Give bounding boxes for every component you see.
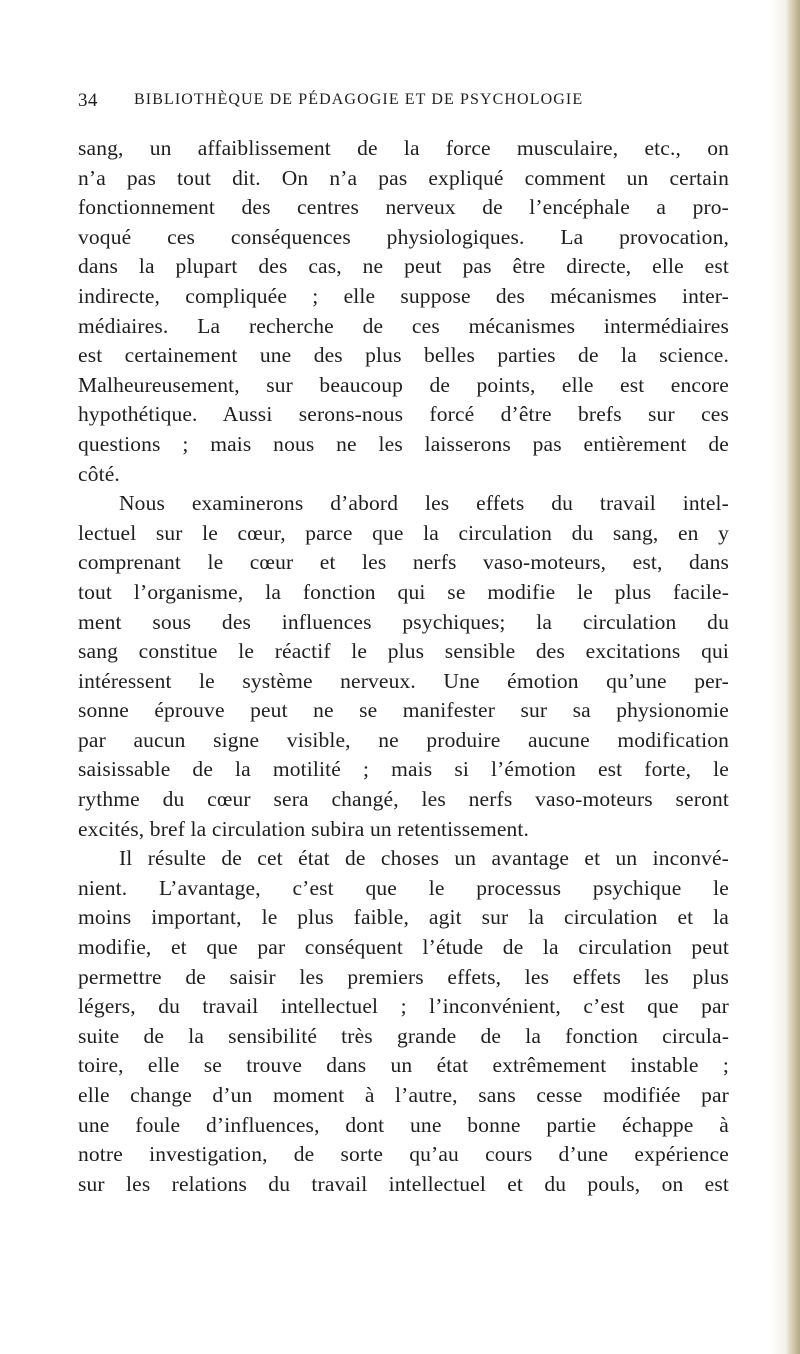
running-title: BIBLIOTHÈQUE DE PÉDAGOGIE ET DE PSYCHOLOGIE — [134, 91, 584, 108]
text-line: côté. — [78, 461, 120, 486]
page-edge-shadow — [786, 0, 800, 1354]
text-line: indirecte, compliquée ; elle suppose des mécanismes inter- — [78, 283, 729, 308]
text-line: intéressent le système nerveux. Une émotion qu’une per- — [78, 668, 729, 693]
body-text — [78, 134, 729, 1199]
text-line: nient. L’avantage, c’est que le processus psychique le — [78, 875, 729, 900]
text-line: modifie, et que par conséquent l’étude de la circulation peut — [78, 935, 729, 960]
text-line: tout l’organisme, la fonction qui se modifie le plus facile- — [78, 579, 729, 604]
page-number: 34 — [78, 90, 98, 111]
text-line: sang constitue le réactif le plus sensible des excitations qui — [78, 639, 729, 664]
text-line: Nous examinerons d’abord les effets du travail intel- — [119, 491, 729, 516]
text-line: questions ; mais nous ne les laisserons pas entièrement de — [78, 431, 729, 456]
text-line: comprenant le cœur et les nerfs vaso-moteurs, est, dans — [78, 550, 729, 575]
text-line: une foule d’influences, dont une bonne partie échappe à — [78, 1112, 729, 1137]
text-line: sur les relations du travail intellectuel et du pouls, on est — [78, 1171, 729, 1196]
text-line: saisissable de la motilité ; mais si l’émotion est forte, le — [78, 757, 729, 782]
text-line: fonctionnement des centres nerveux de l’encéphale a pro- — [78, 195, 729, 220]
page-header — [78, 90, 728, 114]
text-line: lectuel sur le cœur, parce que la circulation du sang, en y — [78, 520, 729, 545]
text-line: médiaires. La recherche de ces mécanismes intermédiaires — [78, 313, 729, 338]
text-line: rythme du cœur sera changé, les nerfs vaso-moteurs seront — [78, 787, 729, 812]
text-line: voqué ces conséquences physiologiques. La provocation, — [78, 224, 729, 249]
text-line: toire, elle se trouve dans un état extrêmement instable ; — [78, 1053, 729, 1078]
text-line: suite de la sensibilité très grande de la fonction circula- — [78, 1023, 729, 1048]
text-line: n’a pas tout dit. On n’a pas expliqué comment un certain — [78, 165, 729, 190]
text-line: sonne éprouve peut ne se manifester sur sa physionomie — [78, 698, 729, 723]
text-line: ment sous des influences psychiques; la circulation du — [78, 609, 729, 634]
text-line: excités, bref la circulation subira un retentissement. — [78, 816, 530, 841]
text-line: Malheureusement, sur beaucoup de points, elle est encore — [78, 372, 729, 397]
text-line: est certainement une des plus belles parties de la science. — [78, 343, 729, 368]
text-line: hypothétique. Aussi serons-nous forcé d’être brefs sur ces — [78, 402, 729, 427]
text-line: permettre de saisir les premiers effets, les effets les plus — [78, 964, 729, 989]
text-line: légers, du travail intellectuel ; l’inconvénient, c’est que par — [78, 994, 729, 1019]
text-line: elle change d’un moment à l’autre, sans cesse modifiée par — [78, 1083, 729, 1107]
text-line: dans la plupart des cas, ne peut pas être directe, elle est — [78, 254, 729, 279]
text-line: sang, un affaiblissement de la force musculaire, etc., on — [78, 136, 729, 160]
text-line: par aucun signe visible, ne produire aucune modification — [78, 727, 729, 752]
text-line: Il résulte de cet état de choses un avantage et un inconvé- — [119, 846, 729, 871]
text-line: moins important, le plus faible, agit sur la circulation et la — [78, 905, 729, 930]
text-line: notre investigation, de sorte qu’au cours d’une expérience — [78, 1142, 729, 1167]
